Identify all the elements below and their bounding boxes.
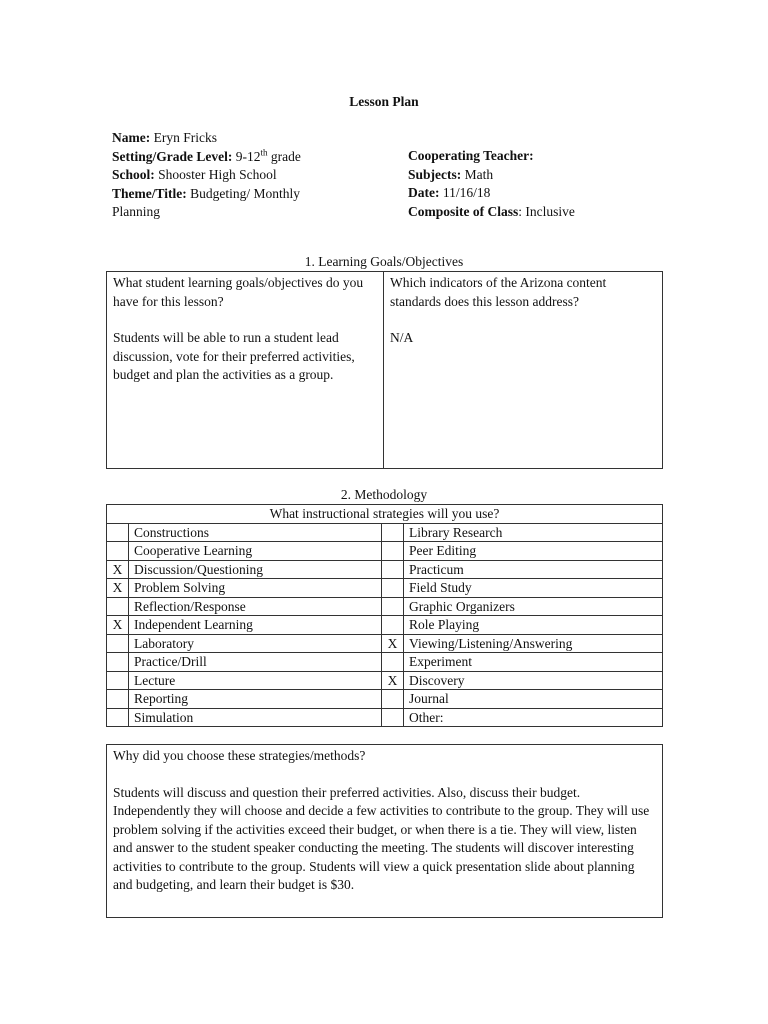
strategies-rationale-box bbox=[106, 744, 663, 918]
page-title: Lesson Plan bbox=[349, 94, 419, 109]
strategy-mark-right bbox=[382, 542, 404, 561]
school-line bbox=[112, 166, 382, 185]
strategy-label-right: Graphic Organizers bbox=[404, 597, 663, 616]
date-label: Date: bbox=[408, 185, 440, 200]
methodology-table bbox=[106, 504, 663, 727]
subjects-label: Subjects: bbox=[408, 166, 462, 182]
strategy-mark-right bbox=[382, 690, 404, 709]
strategy-mark-right bbox=[382, 597, 404, 616]
strategy-label-left: Reporting bbox=[129, 690, 382, 709]
strategy-mark-right bbox=[382, 708, 404, 727]
strategy-row bbox=[107, 523, 663, 542]
header-right bbox=[408, 147, 668, 221]
goals-left-answer: Students will be able to run a student lead discussion, vote for their preferred activities, budget and plan the activities as a group. bbox=[113, 330, 355, 382]
strategy-mark-left: X bbox=[107, 616, 129, 635]
date-line bbox=[408, 184, 668, 203]
strategy-label-left: Lecture bbox=[129, 671, 382, 690]
strategy-label-right: Viewing/Listening/Answering bbox=[404, 634, 663, 653]
strategy-row bbox=[107, 653, 663, 672]
theme-label: Theme/Title: bbox=[112, 185, 187, 201]
strategy-mark-left bbox=[107, 634, 129, 653]
rationale-question: Why did you choose these strategies/methods? bbox=[113, 748, 366, 763]
theme-line bbox=[112, 185, 382, 204]
strategy-label-right: Library Research bbox=[404, 523, 663, 542]
strategy-mark-right bbox=[382, 560, 404, 579]
strategy-label-right: Other: bbox=[404, 708, 663, 727]
strategy-label-left: Simulation bbox=[129, 708, 382, 727]
name-label: Name: bbox=[112, 130, 151, 145]
strategy-row bbox=[107, 690, 663, 709]
school-value: Shooster High School bbox=[158, 167, 277, 182]
strategy-label-left: Laboratory bbox=[129, 634, 382, 653]
goals-left-cell bbox=[107, 272, 384, 469]
strategy-row bbox=[107, 579, 663, 598]
theme-line-2: Planning bbox=[112, 204, 161, 219]
goals-right-question: Which indicators of the Arizona content standards does this lesson address? bbox=[390, 275, 607, 309]
name-line bbox=[112, 129, 382, 148]
composite-line bbox=[408, 203, 668, 222]
strategy-label-left: Practice/Drill bbox=[129, 653, 382, 672]
goals-right-cell bbox=[384, 272, 663, 469]
strategy-row bbox=[107, 616, 663, 635]
strategy-mark-left bbox=[107, 671, 129, 690]
grade-value: 9-12 bbox=[235, 148, 261, 164]
grade-line bbox=[112, 148, 382, 167]
strategy-mark-right: X bbox=[382, 634, 404, 653]
strategy-mark-right bbox=[382, 523, 404, 542]
strategy-label-left: Reflection/Response bbox=[129, 597, 382, 616]
strategy-row bbox=[107, 671, 663, 690]
grade-label: Setting/Grade Level: bbox=[112, 148, 233, 164]
strategy-mark-left bbox=[107, 708, 129, 727]
grade-suffix: th bbox=[260, 147, 268, 157]
strategy-mark-left bbox=[107, 542, 129, 561]
strategy-mark-left bbox=[107, 653, 129, 672]
strategy-label-right: Field Study bbox=[404, 579, 663, 598]
strategy-mark-left bbox=[107, 597, 129, 616]
strategy-label-left: Independent Learning bbox=[129, 616, 382, 635]
goals-right-answer: N/A bbox=[390, 330, 414, 345]
goals-section-title: 1. Learning Goals/Objectives bbox=[304, 254, 464, 269]
strategy-row bbox=[107, 634, 663, 653]
strategy-mark-right bbox=[382, 653, 404, 672]
strategy-mark-right: X bbox=[382, 671, 404, 690]
strategy-mark-right bbox=[382, 616, 404, 635]
strategy-mark-left bbox=[107, 523, 129, 542]
coop-line bbox=[408, 147, 668, 166]
strategy-label-left: Cooperative Learning bbox=[129, 542, 382, 561]
strategy-mark-left: X bbox=[107, 560, 129, 579]
composite-value: : Inclusive bbox=[518, 203, 575, 219]
strategy-label-right: Journal bbox=[404, 690, 663, 709]
strategy-label-right: Experiment bbox=[404, 653, 663, 672]
header-left bbox=[112, 129, 382, 222]
school-label: School: bbox=[112, 167, 155, 182]
date-value: 11/16/18 bbox=[442, 185, 491, 200]
strategy-row bbox=[107, 560, 663, 579]
strategy-row bbox=[107, 597, 663, 616]
strategy-label-left: Problem Solving bbox=[129, 579, 382, 598]
methodology-section-title: 2. Methodology bbox=[340, 487, 428, 502]
goals-table bbox=[106, 271, 663, 469]
strategy-label-right: Discovery bbox=[404, 671, 663, 690]
strategy-label-right: Practicum bbox=[404, 560, 663, 579]
strategy-row bbox=[107, 542, 663, 561]
coop-label: Cooperating Teacher: bbox=[408, 148, 534, 163]
subjects-line bbox=[408, 166, 668, 185]
strategy-mark-left bbox=[107, 690, 129, 709]
strategy-mark-left: X bbox=[107, 579, 129, 598]
goals-left-question: What student learning goals/objectives do you have for this lesson? bbox=[113, 275, 364, 309]
strategy-label-left: Constructions bbox=[129, 523, 382, 542]
grade-value-post: grade bbox=[267, 148, 301, 164]
strategy-row bbox=[107, 708, 663, 727]
strategy-label-right: Role Playing bbox=[404, 616, 663, 635]
theme-value: Budgeting/ Monthly bbox=[190, 185, 301, 201]
methodology-table-header: What instructional strategies will you use? bbox=[107, 505, 663, 524]
composite-label: Composite of Class bbox=[408, 203, 519, 219]
rationale-answer: Students will discuss and question their preferred activities. Also, discuss their budget. Independently they will choose and decide a few activities to contribute to the group. They will use problem solving if the activities exceed their budget, or when there is a tie. They will view, listen and answer to the student speaker conducting the meeting. The students will discover interesting activities to contribute to the group. Students will view a quick presentation slide about planning and budgeting, and learn their budget is $30. bbox=[113, 784, 650, 892]
subjects-value: Math bbox=[464, 166, 494, 182]
strategy-label-right: Peer Editing bbox=[404, 542, 663, 561]
strategy-mark-right bbox=[382, 579, 404, 598]
strategy-label-left: Discussion/Questioning bbox=[129, 560, 382, 579]
name-value: Eryn Fricks bbox=[153, 130, 217, 145]
